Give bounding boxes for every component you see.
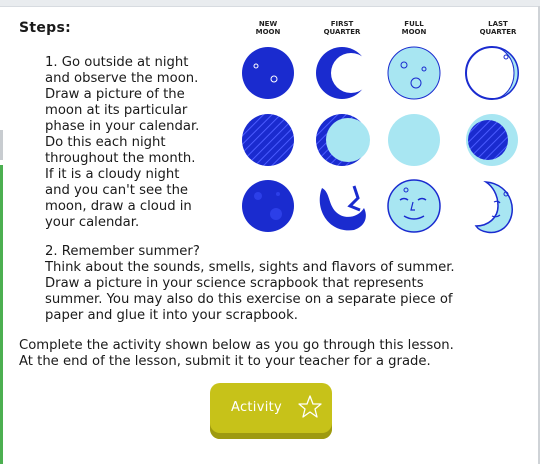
full-moon-cartoon-icon [386,178,442,234]
new-moon-outline-icon [240,45,296,101]
moon-label-new: NEW MOON [255,20,281,36]
steps-title: Steps: [19,20,72,36]
full-moon-hatched-icon [386,112,442,168]
step2-line: paper and glue it into your scrapbook. [45,308,298,323]
new-moon-cartoon-icon [240,178,296,234]
moon-label-full: FULL MOON [401,20,427,36]
last-quarter-hatched-icon [464,112,520,168]
step1-line: Do this each night [45,135,166,150]
step1-line: throughout the month. [45,151,196,166]
full-moon-outline-icon [386,45,442,101]
activity-button-label: Activity [231,400,283,415]
step2-line: 2. Remember summer? [45,244,200,259]
left-rail-green [0,165,3,464]
step2-line: Draw a picture in your science scrapbook that represents [45,276,424,291]
completion-line: Complete the activity shown below as you go through this lesson. [19,338,454,353]
step1-line: moon, draw a cloud in [45,199,192,214]
step1-line: and observe the moon. [45,71,199,86]
step1-line: phase in your calendar. [45,119,200,134]
step2-line: Think about the sounds, smells, sights and flavors of summer. [45,260,455,275]
moon-label-first-quarter: FIRST QUARTER [323,20,361,36]
step2-line: summer. You may also do this exercise on a separate piece of [45,292,453,307]
step1-line: your calendar. [45,215,140,230]
star-icon [296,393,324,421]
activity-button[interactable] [210,383,332,439]
new-moon-hatched-icon [240,112,296,168]
left-rail-gray [0,130,3,160]
step1-text [45,55,235,231]
first-quarter-hatched-icon [314,112,370,168]
step1-line: 1. Go outside at night [45,55,189,70]
completion-line: At the end of the lesson, submit it to your teacher for a grade. [19,354,431,369]
step1-line: and you can't see the [45,183,189,198]
last-quarter-outline-icon [464,45,520,101]
top-strip [0,0,540,7]
moon-label-last-quarter: LAST QUARTER [479,20,517,36]
first-quarter-outline-icon [314,45,370,101]
step1-line: If it is a cloudy night [45,167,180,182]
completion-instructions [19,338,539,370]
step2-text [45,244,535,324]
step1-line: moon at its particular [45,103,188,118]
last-quarter-cartoon-icon [464,178,520,234]
first-quarter-cartoon-icon [314,178,370,234]
step1-line: Draw a picture of the [45,87,185,102]
